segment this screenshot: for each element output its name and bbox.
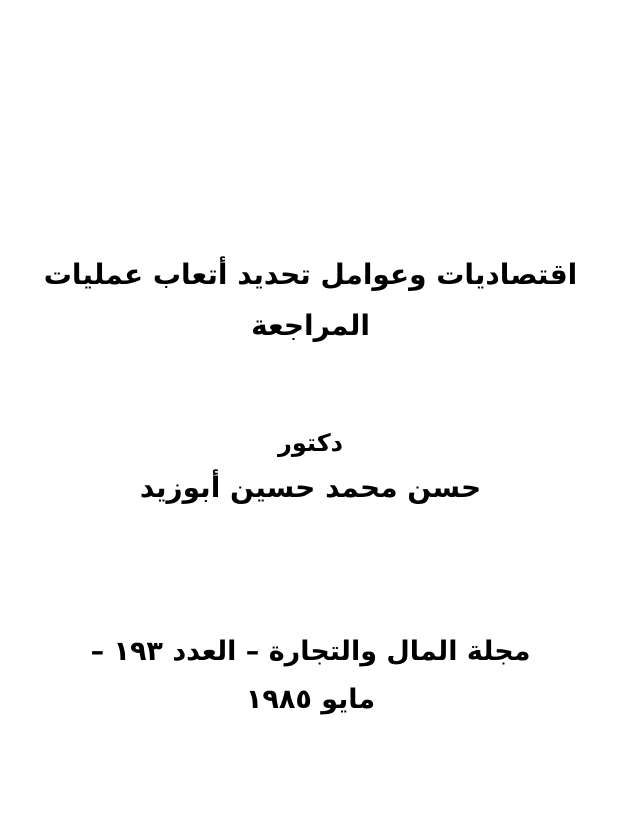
author-honorific: دكتور xyxy=(278,429,343,457)
document-title-line-1: اقتصاديات وعوامل تحديد أتعاب عمليات xyxy=(43,258,578,291)
document-title-line-2: المراجعة xyxy=(251,309,370,342)
publication-date: مايو ١٩٨٥ xyxy=(245,684,376,715)
author-name: حسن محمد حسين أبوزيد xyxy=(139,471,482,504)
journal-issue-line: مجلة المال والتجارة – العدد ١٩٣ – xyxy=(90,636,531,667)
